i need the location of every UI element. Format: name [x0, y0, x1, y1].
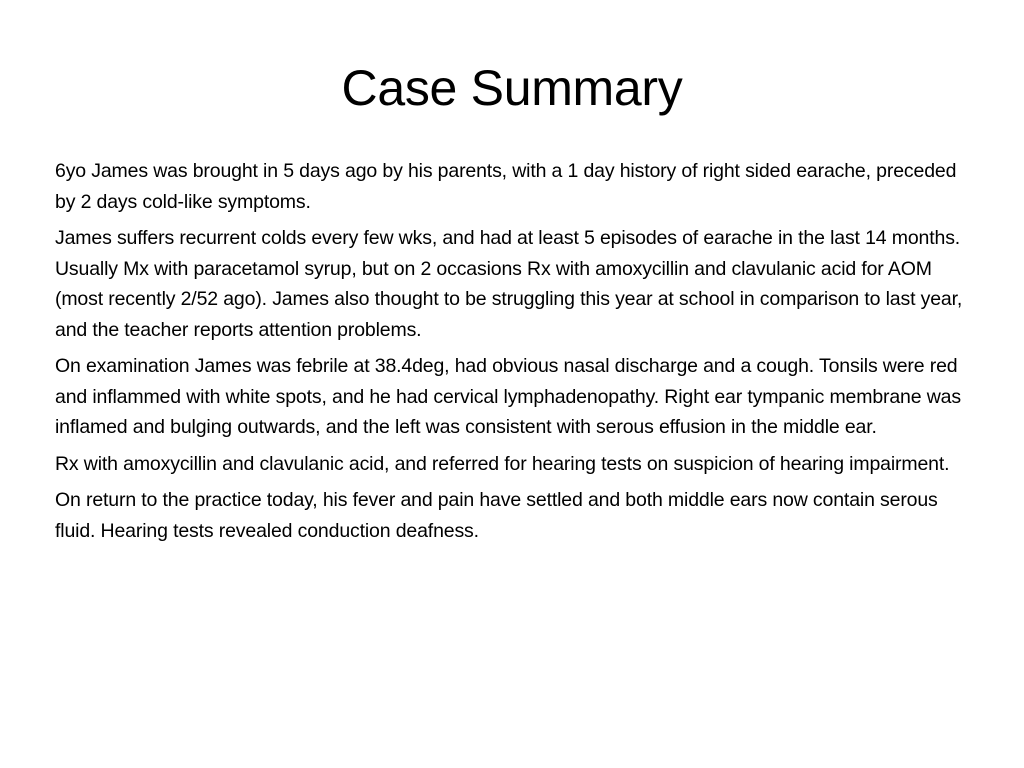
paragraph-presentation: 6yo James was brought in 5 days ago by his parents, with a 1 day history of right sided earache, preceded by 2 days cold-like symptoms. [55, 160, 957, 213]
paragraph-examination: On examination James was febrile at 38.4deg, had obvious nasal discharge and a cough. Tonsils were red and inflammed with white spots, and he had cervical lymphadenopathy. Right ear tympanic membrane was inflamed and bulging outwards, and the left was consistent with serous effusion in the middle ear. [55, 355, 961, 438]
slide-body [55, 156, 965, 552]
paragraph-treatment: Rx with amoxycillin and clavulanic acid, and referred for hearing tests on suspicion of hearing impairment. [55, 452, 950, 475]
slide-title: Case Summary [341, 60, 683, 116]
paragraph-history: James suffers recurrent colds every few wks, and had at least 5 episodes of earache in the last 14 months. Usually Mx with paracetamol syrup, but on 2 occasions Rx with amoxycillin and clavulanic acid for AOM (most recently 2/52 ago). James also thought to be struggling this year at school in comparison to last year, and the teacher reports attention problems. [55, 227, 963, 341]
paragraph-follow-up: On return to the practice today, his fever and pain have settled and both middle ears now contain serous fluid. Hearing tests revealed conduction deafness. [55, 489, 938, 542]
